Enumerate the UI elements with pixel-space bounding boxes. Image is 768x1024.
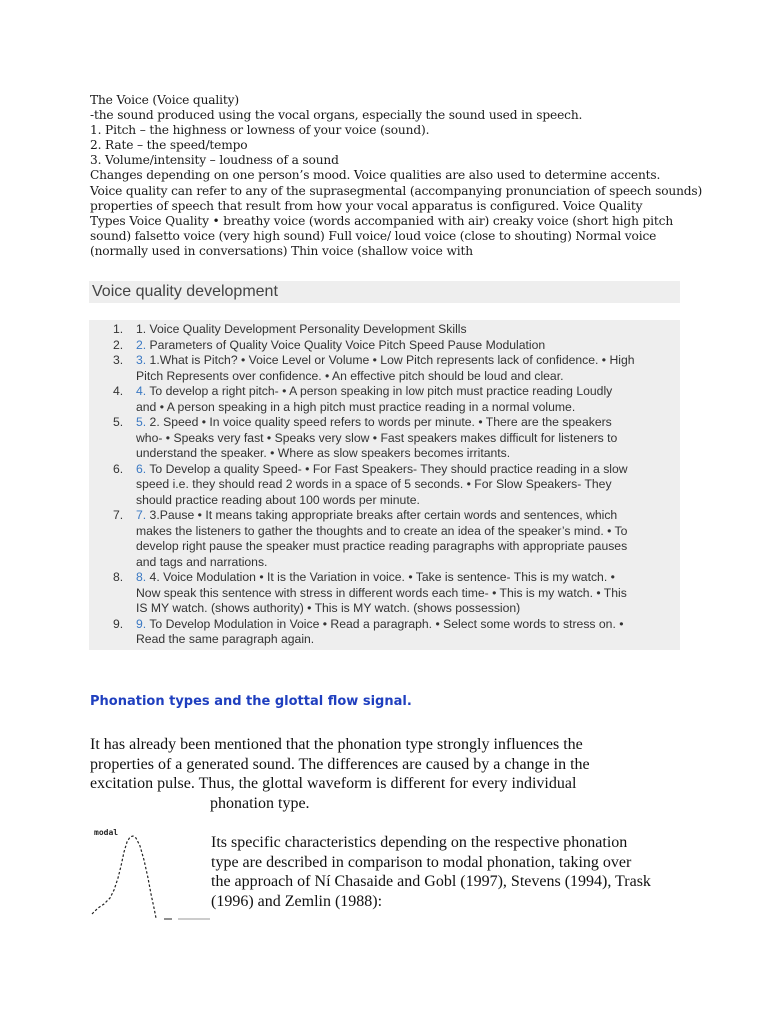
- paragraph-characteristics: [211, 833, 651, 911]
- list-item-text: [136, 384, 678, 415]
- list-item: [89, 338, 680, 354]
- figure-label: modal: [94, 828, 119, 837]
- intro-line: 1. Pitch – the highness or lowness of your voice (sound).: [90, 123, 430, 138]
- list-item-text: [136, 322, 678, 338]
- list-item-number: 4.: [113, 384, 124, 398]
- list-item: [89, 415, 680, 462]
- list-item-line-text: 3.Pause • It means taking appropriate breaks after certain words and sentences, which: [146, 508, 618, 522]
- list-item-line-text: 4. Voice Modulation • It is the Variation in voice. • Take is sentence- This is my watch. •: [146, 570, 615, 584]
- intro-line: Voice quality can refer to any of the suprasegmental (accompanying pronunciation of speech sounds): [90, 183, 703, 198]
- list-item-line: [136, 462, 678, 478]
- list-item-line-text: To Develop Modulation in Voice • Read a paragraph. • Select some words to stress on. •: [146, 616, 624, 631]
- list-item-line: speed i.e. they should read 2 words in a space of 5 seconds. • For Slow Speakers- They: [136, 477, 612, 491]
- list-item-link[interactable]: 8.: [136, 570, 147, 584]
- list-item-line-text: To Develop a quality Speed- • For Fast Speakers- They should practice reading in a slow: [146, 461, 628, 476]
- intro-text: [90, 93, 703, 259]
- list-item: [89, 384, 680, 415]
- glottal-waveform-icon: [88, 828, 218, 924]
- list-item-line: 1. Voice Quality Development Personality Development Skills: [136, 322, 467, 336]
- intro-line: The Voice (Voice quality): [90, 93, 239, 107]
- list-item-line: Pitch Represents over confidence. • An effective pitch should be loud and clear.: [136, 368, 564, 383]
- list-item-line: [136, 384, 678, 400]
- list-item-line: and tags and narrations.: [136, 554, 268, 569]
- list-item: [89, 570, 680, 617]
- intro-line: 2. Rate – the speed/tempo: [90, 138, 248, 153]
- list-item-line: [136, 570, 678, 586]
- list-item-text: [136, 462, 678, 509]
- list-item-line: [136, 508, 678, 524]
- list-item-text: [136, 508, 678, 570]
- glottal-waveform-figure: [88, 828, 218, 924]
- list-item-link[interactable]: 2.: [136, 337, 147, 352]
- paragraph-phonation: [90, 735, 590, 813]
- list-item-text: [136, 338, 678, 354]
- list-item-line-text: Parameters of Quality Voice Quality Voice Pitch Speed Pause Modulation: [146, 337, 546, 352]
- list-item-number: 3.: [113, 353, 124, 367]
- intro-line: Types Voice Quality • breathy voice (words accompanied with air) creaky voice (short high pitch: [90, 213, 674, 228]
- intro-line: properties of speech that result from how your vocal apparatus is configured. Voice Quality: [90, 198, 643, 213]
- list-item-link[interactable]: 9.: [136, 616, 147, 631]
- list-item-line: Read the same paragraph again.: [136, 632, 315, 646]
- paragraph-line: properties of a generated sound. The differences are caused by a change in the: [90, 755, 590, 773]
- list-item-number: 8.: [113, 570, 124, 584]
- list-item-line: understand the speaker. • Where as slow speakers becomes irritants.: [136, 446, 511, 460]
- intro-line: (normally used in conversations) Thin voice (shallow voice with: [90, 243, 473, 258]
- list-item-line: develop right pause the speaker must practice reading paragraphs with appropriate pauses: [136, 539, 628, 553]
- list-item-number: 7.: [113, 508, 124, 522]
- paragraph-line: It has already been mentioned that the phonation type strongly influences the: [90, 736, 583, 753]
- list-item-number: 9.: [113, 616, 124, 631]
- paragraph-line: (1996) and Zemlin (1988):: [211, 892, 383, 910]
- list-item-number: 2.: [113, 337, 124, 352]
- paragraph-line: type are described in comparison to modal phonation, taking over: [211, 853, 632, 871]
- intro-line: sound) falsetto voice (very high sound) Full voice/ loud voice (close to shouting) Normal voice: [90, 228, 657, 243]
- intro-line: 3. Volume/intensity – loudness of a sound: [90, 153, 339, 168]
- list-item-line: should practice reading about 100 words per minute.: [136, 492, 420, 507]
- list-item: [89, 508, 680, 570]
- list-item-line-text: 1.What is Pitch? • Voice Level or Volume • Low Pitch represents lack of confidence. • High: [146, 353, 635, 367]
- list-item-line-text: 2. Speed • In voice quality speed refers to words per minute. • There are the speakers: [146, 415, 612, 429]
- list-item-line: IS MY watch. (shows authority) • This is MY watch. (shows possession): [136, 601, 521, 615]
- list-item-line: [136, 617, 678, 633]
- intro-line: -the sound produced using the vocal organs, especially the sound used in speech.: [90, 108, 583, 123]
- development-list: [89, 320, 680, 650]
- paragraph-line: the approach of Ní Chasaide and Gobl (1997), Stevens (1994), Trask: [211, 873, 651, 890]
- list-item-number: 5.: [113, 415, 124, 429]
- list-item-number: 6.: [113, 461, 124, 476]
- list-item-line: who- • Speaks very fast • Speaks very slow • Fast speakers makes difficult for listeners to: [136, 430, 618, 445]
- paragraph-line: Its specific characteristics depending on the respective phonation: [211, 834, 628, 851]
- paragraph-line: excitation pulse. Thus, the glottal waveform is different for every individual: [90, 775, 577, 792]
- list-item: [89, 322, 680, 338]
- list-item-line-text: To develop a right pitch- • A person speaking in low pitch must practice reading Loudly: [146, 384, 613, 398]
- list-item-line: [136, 415, 678, 431]
- list-item-link[interactable]: 5.: [136, 415, 147, 429]
- list-item-line: [136, 353, 678, 369]
- paragraph-line: phonation type.: [210, 794, 310, 812]
- list-item-text: [136, 353, 678, 384]
- intro-line: Changes depending on one person’s mood. Voice qualities are also used to determine accents.: [90, 168, 661, 183]
- list-item-link[interactable]: 3.: [136, 353, 147, 367]
- list-item-line: [136, 338, 678, 354]
- list-item-link[interactable]: 4.: [136, 384, 147, 398]
- list-item-line: makes the listeners to gather the thoughts and to create an idea of the speaker’s mind. • To: [136, 523, 628, 538]
- list-item-text: [136, 570, 678, 617]
- list-item-line: Now speak this sentence with stress in different words each time- • This is my watch. • This: [136, 585, 627, 600]
- list-item: [89, 462, 680, 509]
- list-item-number: 1.: [113, 322, 124, 336]
- list-item-link[interactable]: 6.: [136, 461, 147, 476]
- phonation-heading: Phonation types and the glottal flow signal.: [90, 694, 412, 709]
- list-item: [89, 353, 680, 384]
- list-item-line: and • A person speaking in a high pitch must practice reading in a normal volume.: [136, 399, 576, 414]
- waveform-curve: [92, 836, 156, 918]
- list-item: [89, 617, 680, 648]
- list-item-text: [136, 617, 678, 648]
- section-title: Voice quality development: [89, 281, 680, 303]
- list-item-link[interactable]: 7.: [136, 508, 147, 522]
- list-item-text: [136, 415, 678, 462]
